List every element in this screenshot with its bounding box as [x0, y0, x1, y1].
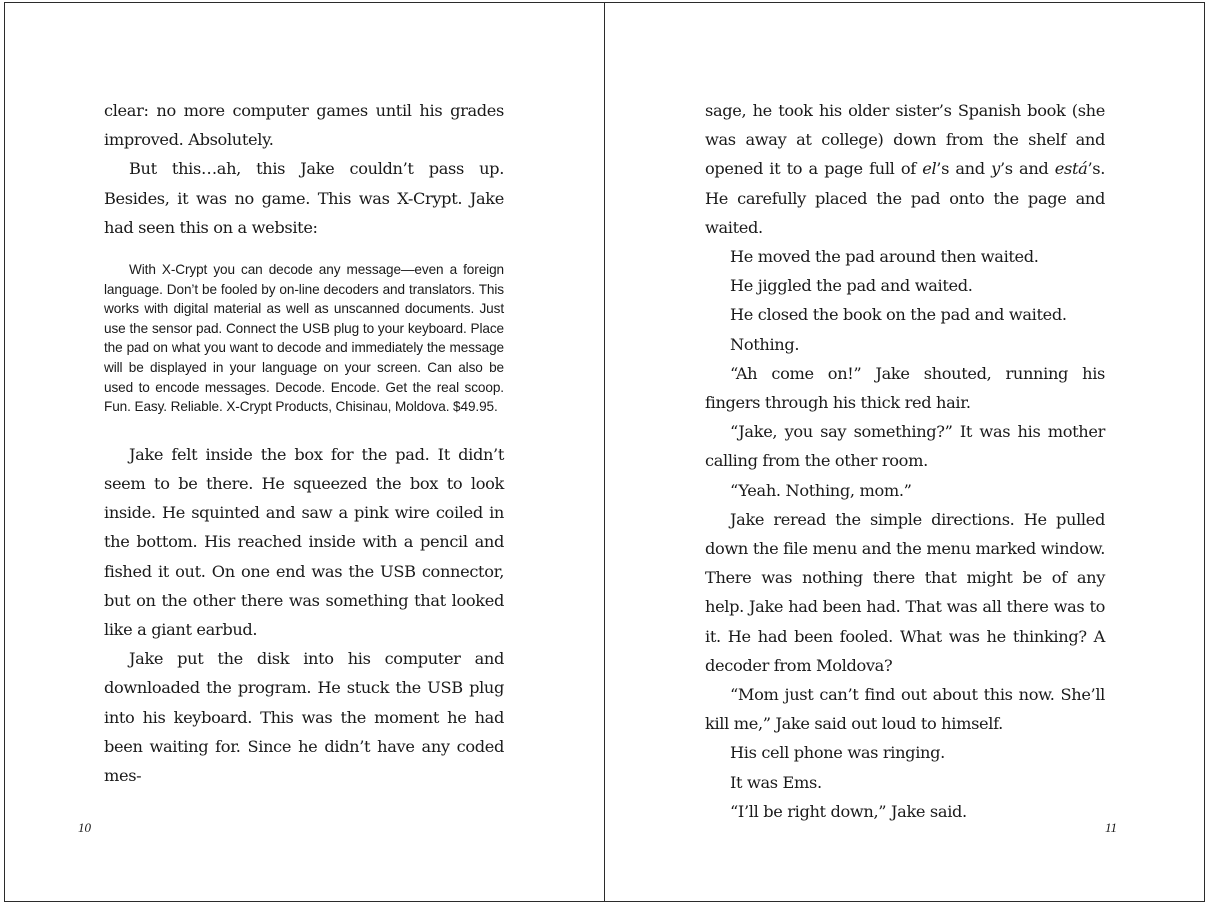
paragraph: “Mom just can’t find out about this now. She’ll kill me,” Jake said out loud to himself. — [705, 685, 1105, 734]
paragraph: Jake reread the simple directions. He pulled down the file menu and the menu marked window. There was nothing there that might be of any help. Jake had been had. That was all there was to it. He had been fooled. What was he thinking? A decoder from Moldova? — [705, 509, 1105, 675]
paragraph — [705, 96, 1105, 242]
paragraph-text: sage, he took his older sister’s Spanish book (she was away at college) down from the shelf and opened it to a page full of — [705, 101, 1105, 179]
paragraph: He jiggled the pad and waited. — [730, 276, 973, 296]
paragraph: “I’ll be right down,” Jake said. — [730, 801, 967, 821]
paragraph: Jake put the disk into his computer and downloaded the program. He stuck the USB plug into his keyboard. This was the moment he had been waiting for. Since he didn’t have any coded mes- — [104, 649, 504, 785]
paragraph-text: ’s and — [999, 159, 1055, 179]
spanish-word-esta: está — [1054, 159, 1088, 179]
spanish-word-y: y — [991, 159, 1000, 179]
left-page — [4, 0, 604, 900]
paragraph-text: ’s. He carefully placed the pad onto the page and waited. — [705, 159, 1106, 237]
paragraph-text: ’s and — [936, 159, 992, 179]
spanish-word-el: el — [922, 159, 937, 179]
paragraph: “Ah come on!” Jake shouted, running his fingers through his thick red hair. — [705, 363, 1105, 413]
right-page-text — [705, 96, 1105, 826]
paragraph: He closed the book on the pad and waited. — [730, 305, 1067, 325]
paragraph: Jake felt inside the box for the pad. It didn’t seem to be there. He squeezed the box to look inside. He squinted and saw a pink wire coiled in the bottom. His reached inside with a pencil and fished it out. On one end was the USB connector, but on the other there was something that looked like a giant earbud. — [104, 444, 504, 639]
left-page-text — [104, 96, 504, 790]
paragraph: He moved the pad around then waited. — [730, 247, 1039, 267]
paragraph: His cell phone was ringing. — [730, 743, 945, 763]
xcrypt-ad-quote: With X-Crypt you can decode any message—even a foreign language. Don’t be fooled by on-line decoders and translators. This works with digital material as well as unscanned documents. Just use the sensor pad. Connect the USB plug to your keyboard. Place the pad on what you want to decode and immediately the message will be displayed in your language on your screen. Can also be used to encode messages. Decode. Encode. Get the real scoop. Fun. Easy. Reliable. X-Crypt Products, Chisinau, Moldova. $49.95. — [104, 262, 504, 415]
paragraph: “Yeah. Nothing, mom.” — [730, 480, 912, 500]
paragraph: But this…ah, this Jake couldn’t pass up. Besides, it was no game. This was X-Crypt. Jake had seen this on a website: — [104, 159, 504, 237]
right-page — [605, 0, 1205, 900]
page-number: 11 — [1104, 820, 1117, 835]
paragraph: Nothing. — [730, 334, 800, 354]
paragraph: It was Ems. — [730, 772, 822, 792]
page-number: 10 — [78, 820, 91, 835]
paragraph: clear: no more computer games until his grades improved. Absolutely. — [104, 101, 504, 150]
paragraph: “Jake, you say something?” It was his mother calling from the other room. — [705, 422, 1105, 471]
